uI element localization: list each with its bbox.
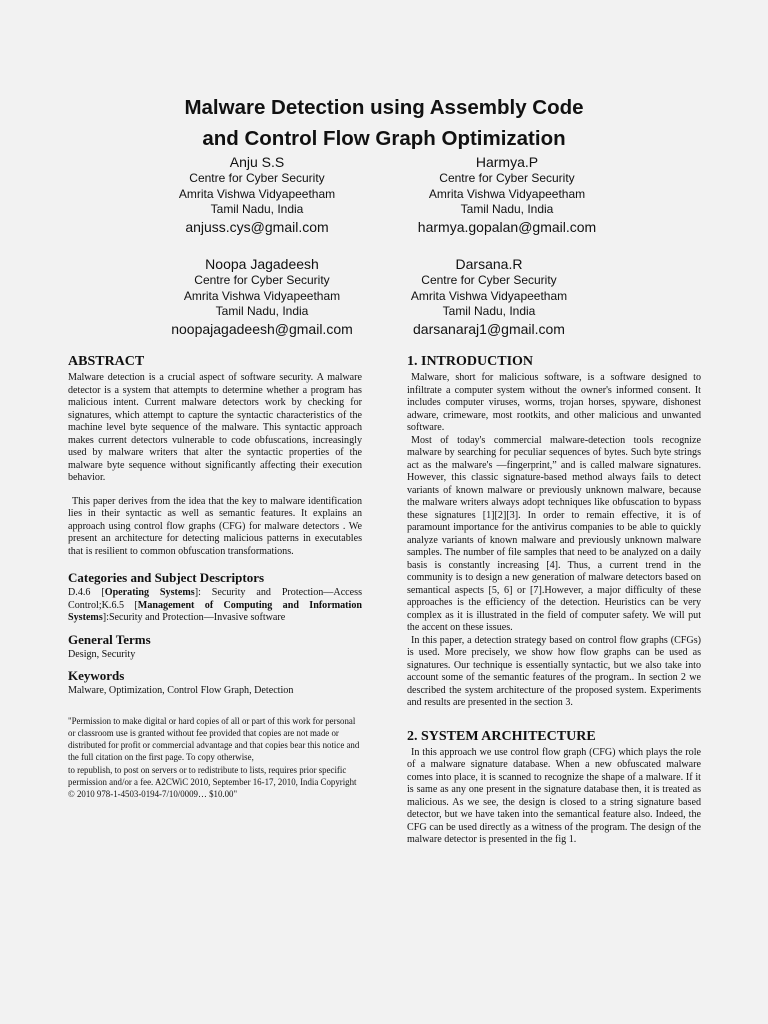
author-block	[370, 255, 608, 338]
author-institution: Amrita Vishwa Vidyapeetham	[183, 288, 341, 303]
categories-text: D.4.6 [Operating Systems]: Security and Protection—Access Control;K.6.5 [Management of Computing and Information Systems]:Security and Protection—Invasive software	[68, 587, 362, 623]
author-institution: Amrita Vishwa Vidyapeetham	[178, 186, 336, 201]
author-dept: Centre for Cyber Security	[194, 273, 330, 287]
categories-heading: Categories and Subject Descriptors	[68, 570, 265, 585]
title-line-2: and Control Flow Graph Optimization	[202, 127, 566, 150]
author-block	[388, 153, 626, 236]
author-name: Anju S.S	[229, 154, 285, 170]
introduction-paragraph: Most of today's commercial malware-detection tools recognize malware by searching for peculiar sequences of bytes. Such byte strings act as the malware's ―fingerprint,” and is called malware signatures. However, this classic signature-based method always fails to detect variants of known malware or previously unknown malware, because the malware writers always adopt techniques like obfuscation to bypass these signatures [1][2][3]. In order to remain effective, it is of paramount importance for the antivirus companies to be able to quickly analyze variants of known malware and previously unknown malware samples. The number of file samples that need to be analyzed on a daily basis is constantly increasing [4]. Thus, a current trend in the community is to design a new generation of malware detectors based on semantical aspects [5, 6] or [7].However, a major difficulty of these approaches is the efficiency of the detection. Heuristics can be very complex as it is illustrated in the field of computer safety. We will put the accent on these issues.	[407, 434, 701, 633]
abstract-heading: ABSTRACT	[68, 354, 145, 369]
author-email: anjuss.cys@gmail.com	[185, 218, 329, 235]
author-dept: Centre for Cyber Security	[189, 171, 325, 185]
title-line-1: Malware Detection using Assembly Code	[184, 96, 584, 119]
introduction-heading: 1. INTRODUCTION	[407, 354, 534, 369]
author-block	[143, 255, 381, 338]
permission-notice: "Permission to make digital or hard copies of all or part of this work for personal or classroom use is granted without fee provided that copies are not made or distributed for profit or commercial advantage and that copies bear this notice and the full citation on the first page. To copy otherwise,	[68, 715, 360, 763]
left-column	[68, 352, 362, 801]
author-name: Noopa Jagadeesh	[205, 256, 319, 272]
author-email: harmya.gopalan@gmail.com	[417, 218, 597, 235]
introduction-paragraph: In this paper, a detection strategy based on control flow graphs (CFGs) is used. More precisely, we show how flow graphs can be used as signatures. Our technique is essentially syntactic, but we also take into account some of the semantic features of the program.. In section 2 we described the system architecture of the proposed system. Experiments and results are presented in the section 3.	[407, 634, 701, 708]
author-location: Tamil Nadu, India	[442, 304, 536, 318]
general-terms-heading: General Terms	[68, 631, 151, 647]
general-terms-text: Design, Security	[68, 648, 136, 660]
author-name: Darsana.R	[455, 256, 523, 272]
keywords-heading: Keywords	[68, 668, 125, 683]
abstract-paragraph: Malware detection is a crucial aspect of software security. A malware detector is a system that attempts to determine whether a program has malicious intent. Current malware detectors work by checking for signatures, which attempt to capture the syntactic characteristics of the machine level byte sequence of the malware. This syntactic approach makes current detectors vulnerable to code obfuscations, increasingly used by malware writers that alter the syntactic properties of the malware byte sequence without significantly affecting their execution behavior.	[68, 372, 362, 483]
introduction-paragraph: Malware, short for malicious software, is a software designed to infiltrate a computer system without the owner's informed consent. It includes computer viruses, worms, trojan horses, spyware, dishonest adware, crimeware, most rootkits, and other malicious and unwanted software.	[407, 372, 701, 433]
abstract-paragraph: This paper derives from the idea that the key to malware identification lies in their syntactic as well as semantic features. It explains an approach using control flow graphs (CFG) for malware detectors . We present an architecture for detecting malicious patterns in executables that is resilient to common obfuscation transformations.	[68, 495, 362, 557]
author-email: darsanaraj1@gmail.com	[413, 320, 565, 337]
author-location: Tamil Nadu, India	[215, 304, 309, 318]
author-institution: Amrita Vishwa Vidyapeetham	[428, 186, 586, 201]
system-architecture-paragraph: In this approach we use control flow graph (CFG) which plays the role of a malware signature database. When a new obfuscated malware comes into place, it is scanned to recognize the shape of a malware. If it is same as any one present in the signature database then, it is treated as malicious. As we see, the design is closed to a string signature based detector, but we have taken into the semantical feature also. Indeed, the CFG can be used directly as a witness of the program. The design of the malware detector is presented in the fig 1.	[407, 746, 701, 845]
author-institution: Amrita Vishwa Vidyapeetham	[410, 288, 568, 303]
author-block	[138, 153, 376, 236]
keywords-text: Malware, Optimization, Control Flow Graph, Detection	[68, 685, 294, 696]
paper-title	[0, 92, 768, 154]
author-dept: Centre for Cyber Security	[421, 273, 557, 287]
author-name: Harmya.P	[475, 154, 539, 170]
permission-notice: to republish, to post on servers or to redistribute to lists, requires prior specific permission and/or a fee. A2CWiC 2010, September 16-17, 2010, India Copyright © 2010 978-1-4503-0194-7/10/0009… $10.00"	[68, 764, 357, 800]
author-email: noopajagadeesh@gmail.com	[171, 320, 353, 337]
author-location: Tamil Nadu, India	[210, 202, 304, 216]
author-dept: Centre for Cyber Security	[439, 171, 575, 185]
right-column	[407, 352, 701, 847]
author-location: Tamil Nadu, India	[460, 202, 554, 216]
system-architecture-heading: 2. SYSTEM ARCHITECTURE	[407, 728, 596, 744]
